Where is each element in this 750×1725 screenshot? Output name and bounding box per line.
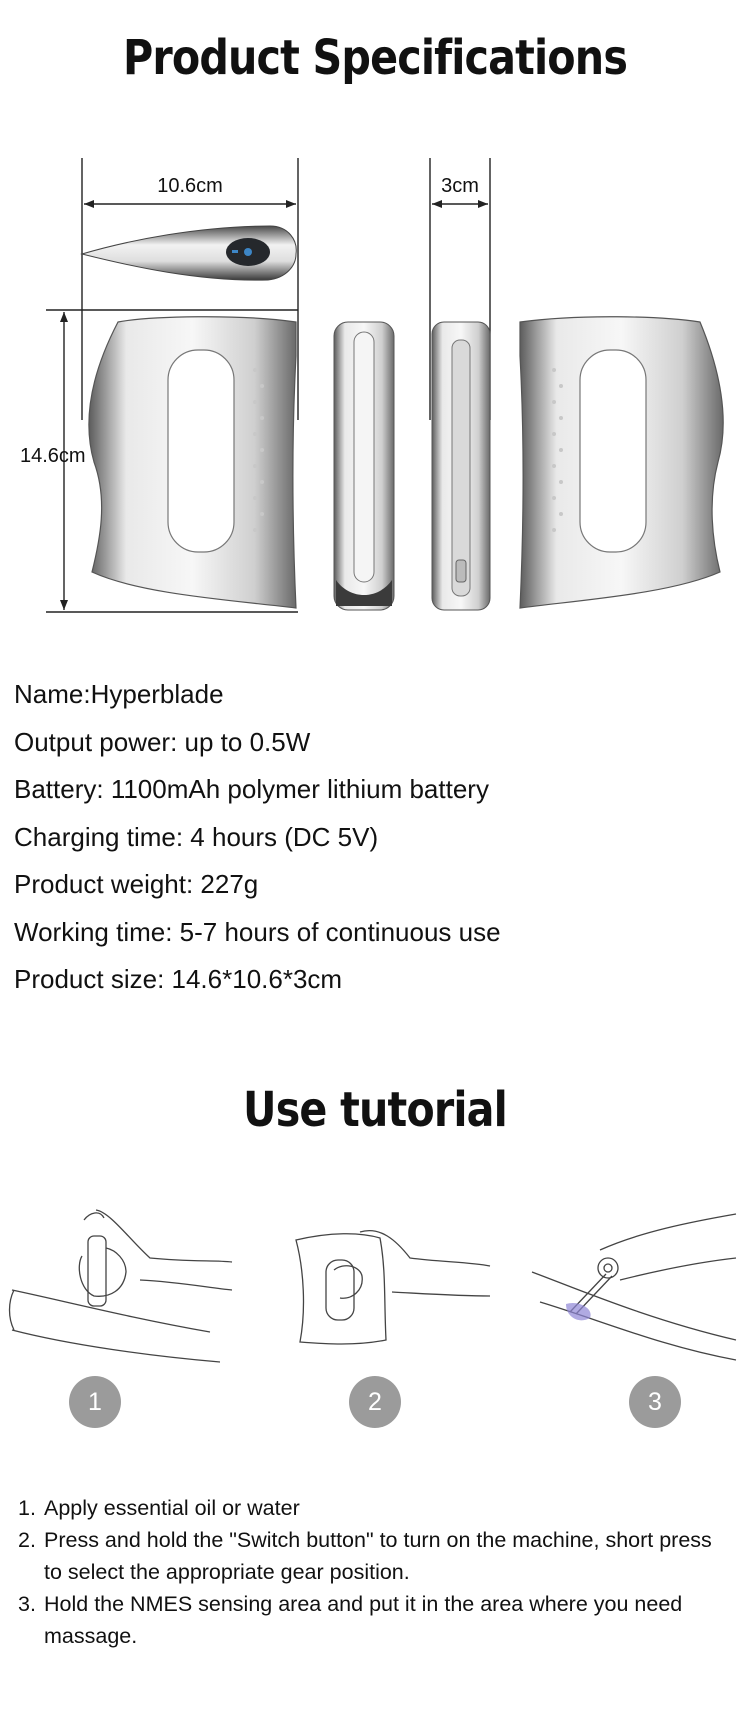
depth-label: 3cm xyxy=(441,175,479,197)
height-label: 14.6cm xyxy=(20,445,86,467)
tutorial-step xyxy=(18,1588,728,1652)
step-2-illustration xyxy=(296,1231,490,1344)
spec-size: Product size: 14.6*10.6*3cm xyxy=(14,964,343,994)
tutorial-step xyxy=(18,1492,728,1524)
step-text: Hold the NMES sensing area and put it in the area where you need massage. xyxy=(44,1592,683,1648)
step-1-illustration xyxy=(10,1210,233,1362)
product-drawing xyxy=(0,150,750,620)
device-side-view-right xyxy=(520,317,723,608)
step-1-badge: 1 xyxy=(69,1376,121,1428)
spec-output-power: Output power: up to 0.5W xyxy=(14,726,311,757)
step-text: Press and hold the "Switch button" to turn on the machine, short press to select the appropriate gear position. xyxy=(44,1528,712,1584)
step-number: 1. xyxy=(18,1496,36,1520)
step-2-badge: 2 xyxy=(349,1376,401,1428)
tutorial-step xyxy=(18,1524,728,1588)
device-edge-view xyxy=(334,322,394,610)
step-3-badge: 3 xyxy=(629,1376,681,1428)
step-text: Apply essential oil or water xyxy=(44,1496,300,1520)
spec-charging-time: Charging time: 4 hours (DC 5V) xyxy=(14,821,379,852)
device-top-view xyxy=(82,226,296,280)
spec-name: Name:Hyperblade xyxy=(14,679,224,709)
spec-working-time: Working time: 5-7 hours of continuous use xyxy=(14,916,501,947)
step-number: 3. xyxy=(18,1592,36,1616)
spec-battery: Battery: 1100mAh polymer lithium battery xyxy=(14,774,489,804)
tutorial-steps xyxy=(18,1492,728,1652)
tutorial-illustrations xyxy=(0,1200,750,1370)
spec-list xyxy=(14,671,501,1004)
step-3-illustration xyxy=(532,1214,736,1360)
device-front-view xyxy=(432,322,490,610)
tutorial-title: Use tutorial xyxy=(243,1082,507,1138)
spec-title: Product Specifications xyxy=(122,30,628,86)
width-label: 10.6cm xyxy=(157,175,223,197)
spec-weight: Product weight: 227g xyxy=(14,869,259,899)
step-number: 2. xyxy=(18,1528,36,1552)
device-side-view-left xyxy=(89,317,296,608)
